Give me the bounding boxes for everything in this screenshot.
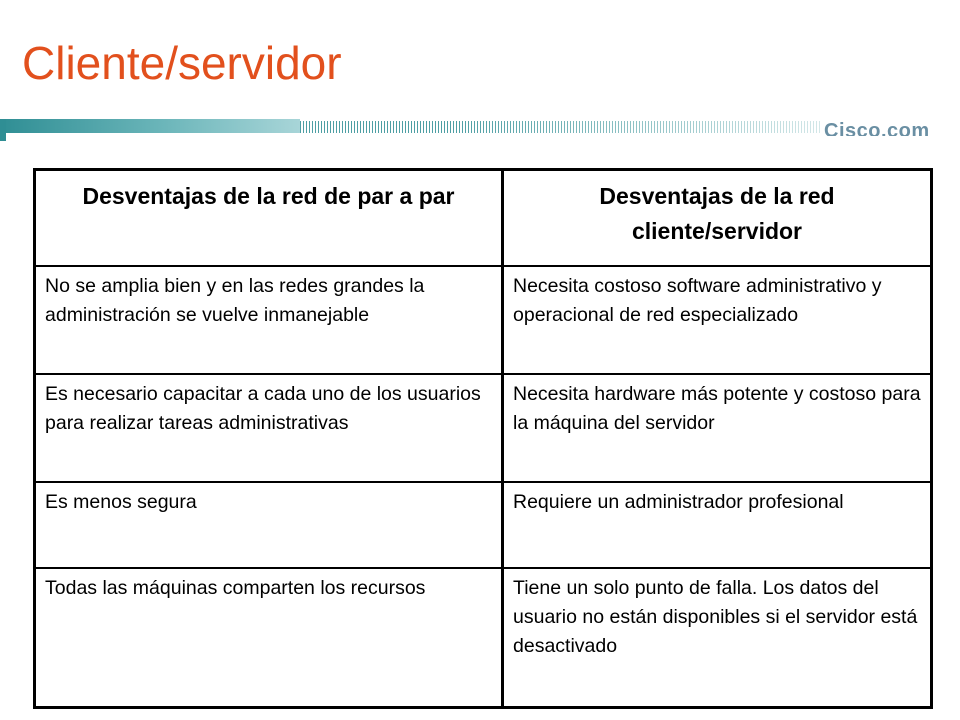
comparison-table: [33, 168, 933, 709]
header-client-server: Desventajas de la red cliente/servidor: [503, 170, 932, 267]
title-decoration-bar: [0, 116, 930, 136]
cisco-logo-text: Cisco.com: [824, 120, 930, 136]
cell-peer-to-peer: No se amplia bien y en las redes grandes la administración se vuelve inmanejable: [35, 266, 503, 374]
bar-stripes-segment: [300, 121, 820, 133]
table-header-row: [35, 170, 932, 267]
cell-client-server: Necesita costoso software administrativo y operacional de red especializado: [503, 266, 932, 374]
cell-peer-to-peer: Todas las máquinas comparten los recursos: [35, 568, 503, 708]
header-peer-to-peer: Desventajas de la red de par a par: [35, 170, 503, 267]
cell-client-server: Necesita hardware más potente y costoso para la máquina del servidor: [503, 374, 932, 482]
table-row: [35, 568, 932, 708]
table-row: [35, 482, 932, 568]
table-row: [35, 266, 932, 374]
cell-peer-to-peer: Es menos segura: [35, 482, 503, 568]
cell-client-server: Requiere un administrador profesional: [503, 482, 932, 568]
bar-solid-segment: [0, 119, 300, 133]
slide-title: Cliente/servidor: [22, 37, 342, 89]
table-row: [35, 374, 932, 482]
bar-corner-accent: [0, 119, 6, 141]
cell-client-server: Tiene un solo punto de falla. Los datos del usuario no están disponibles si el servidor está desactivado: [503, 568, 932, 708]
cell-peer-to-peer: Es necesario capacitar a cada uno de los usuarios para realizar tareas administrativas: [35, 374, 503, 482]
